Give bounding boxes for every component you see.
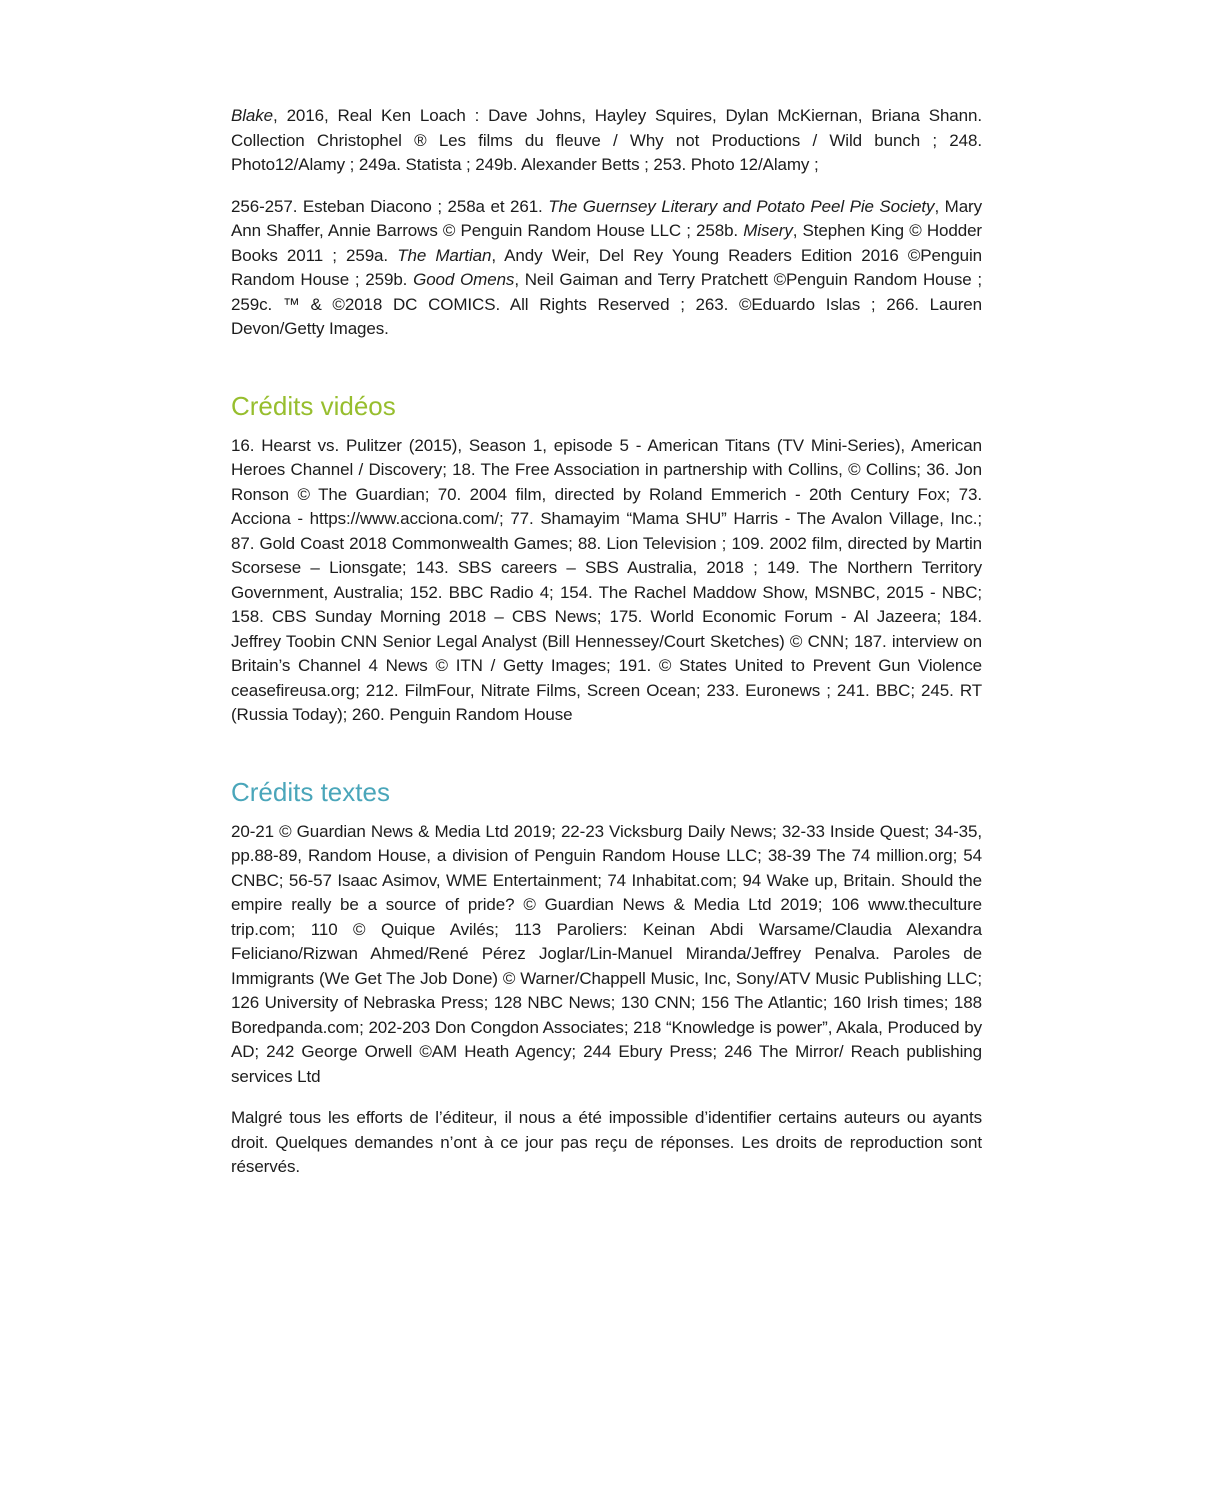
photo-credits-paragraph-2 xyxy=(231,195,982,342)
texts-credits-body: 20-21 © Guardian News & Media Ltd 2019; 22-23 Vicksburg Daily News; 32-33 Inside Quest; 34-35, pp.88-89, Random House, a division of Penguin Random House LLC; 38-39 The 74 million.org; 54 CNBC; 56-57 Isaac Asimov, WME Entertainment; 74 Inhabitat.com; 94 Wake up, Britain. Should the empire really be a source of pride? © Guardian News & Media Ltd 2019; 106 www.theculture trip.com; 110 © Quique Avilés; 113 Paroliers: Keinan Abdi Warsame/Claudia Alexandra Feliciano/Rizwan Ahmed/René Pérez Joglar/Lin-Manuel Miranda/Jeffrey Penalva. Paroles de Immigrants (We Get The Job Done) © Warner/Chappell Music, Inc, Sony/ATV Music Publishing LLC; 126 University of Nebraska Press; 128 NBC News; 130 CNN; 156 The Atlantic; 160 Irish times; 188 Boredpanda.com; 202-203 Don Congdon Associates; 218 “Knowledge is power”, Akala, Produced by AD; 242 George Orwell ©AM Heath Agency; 244 Ebury Press; 246 The Mirror/ Reach publishing services Ltd xyxy=(231,821,982,1086)
segment: , 2016, Real Ken Loach : Dave Johns, Hayley Squires, Dylan McKiernan, Briana Shann. Collection Christophel ® Les films du fleuve / Why not Productions / Wild bunch ; 248. Photo12/Alamy ; 249a. Statista ; 249b. Alexander Betts ; 253. Photo 12/Alamy ; xyxy=(231,106,982,174)
segment: 256-257. Esteban Diacono ; 258a et 261. xyxy=(231,196,549,216)
videos-credits-title: Crédits vidéos xyxy=(231,390,396,421)
book-title: Misery xyxy=(743,221,793,240)
segment: , Stephen King © Hodder Books 2011 ; 259a. xyxy=(231,221,982,265)
texts-credits-title: Crédits textes xyxy=(231,776,390,807)
book-title: The Guernsey Literary and Potato Peel Pie Society xyxy=(548,196,935,216)
disclaimer-paragraph: Malgré tous les efforts de l’éditeur, il nous a été impossible d’identifier certains auteurs ou ayants droit. Quelques demandes n’ont à ce jour pas reçu de réponses. Les droits de reproduction sont réservés. xyxy=(231,1108,982,1176)
photo-credits-paragraph-1 xyxy=(231,104,982,178)
book-title: The Martian xyxy=(397,245,492,265)
segment: , Andy Weir, Del Rey Young Readers Edition 2016 ©Penguin Random House ; 259b. xyxy=(231,245,983,289)
credits-page xyxy=(231,104,982,1197)
segment: , Neil Gaiman and Terry Pratchett ©Penguin Random House ; 259c. ™ & ©2018 DC COMICS. All Rights Reserved ; 263. ©Eduardo Islas ; 266. Lauren Devon/Getty Images. xyxy=(231,270,982,338)
segment: , Mary Ann Shaffer, Annie Barrows © Penguin Random House LLC ; 258b. xyxy=(231,196,983,240)
book-title: Good Omens xyxy=(413,270,515,289)
segment: Blake xyxy=(231,106,274,125)
videos-credits-body: 16. Hearst vs. Pulitzer (2015), Season 1, episode 5 - American Titans (TV Mini-Series), American Heroes Channel / Discovery; 18. The Free Association in partnership with Collins, © Collins; 36. Jon Ronson © The Guardian; 70. 2004 film, directed by Roland Emmerich - 20th Century Fox; 73. Acciona - https://www.acciona.com/; 77. Shamayim “Mama SHU” Harris - The Avalon Village, Inc.; 87. Gold Coast 2018 Commonwealth Games; 88. Lion Television ; 109. 2002 film, directed by Martin Scorsese – Lionsgate; 143. SBS careers – SBS Australia, 2018 ; 149. The Northern Territory Government, Australia; 152. BBC Radio 4; 154. The Rachel Maddow Show, MSNBC, 2015 - NBC; 158. CBS Sunday Morning 2018 – CBS News; 175. World Economic Forum - Al Jazeera; 184. Jeffrey Toobin CNN Senior Legal Analyst (Bill Hennessey/Court Sketches) © CNN; 187. interview on Britain’s Channel 4 News © ITN / Getty Images; 191. © States United to Prevent Gun Violence ceasefireusa.org; 212. FilmFour, Nitrate Films, Screen Ocean; 233. Euronews ; 241. BBC; 245. RT (Russia Today); 260. Penguin Random House xyxy=(231,435,982,724)
